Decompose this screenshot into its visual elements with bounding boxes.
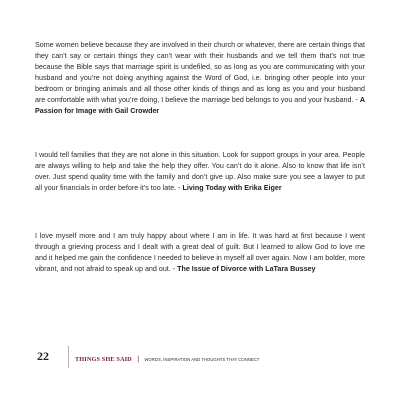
magazine-tagline: WORDS, INSPIRATION AND THOUGHTS THAT CONNECT <box>144 357 260 362</box>
footer-caption <box>75 353 259 364</box>
page-number: 22 <box>37 349 49 363</box>
quote-text: I love myself more and I am truly happy about where I am in life. It was hard at first because I went through a grieving process and I dealt with a great deal of guilt. But I learned to allow God to love me and it helped me gain the confidence I needed to believe in myself all over again. Now I am bolder, more vibrant, and not afraid to speak up and out. - <box>35 232 365 274</box>
quote-paragraph <box>35 40 365 117</box>
page-footer <box>35 346 365 370</box>
quote-paragraph <box>35 150 365 194</box>
quote-paragraph <box>35 231 365 275</box>
quote-text: Some women believe because they are involved in their church or whatever, there are certain things that they can’t say or certain things they can’t wear with their husbands and we tell them that’s not true because the Bible says that marriage spirit is undefiled, so as long as you are communicating with your husband and you’re not doing anything against the Word of God, i.e. bringing other people into your bedroom or bringing animals and all those other kinds of things and as long as you and your husband are comfortable with what you’re doing, I believe the marriage bed belongs to you and your husband. - <box>35 41 365 105</box>
quote-attribution: The Issue of Divorce with LaTara Bussey <box>177 265 316 274</box>
quote-attribution: Living Today with Erika Eiger <box>182 184 282 193</box>
quote-text: I would tell families that they are not alone in this situation. Look for support groups in your area. People are always willing to help and take the help they offer. You can’t do it alone. Also to know that life isn’t over. Just spend quality time with the family and don’t give up. Also make sure you see a lawyer to put all your financials in order before it’s too late. - <box>35 151 365 193</box>
quote-attribution: A Passion for Image with Gail Crowder <box>35 96 365 116</box>
footer-divider <box>68 346 69 368</box>
magazine-brand: THINGS SHE SAID <box>75 356 132 363</box>
brand-separator: | <box>137 356 140 363</box>
